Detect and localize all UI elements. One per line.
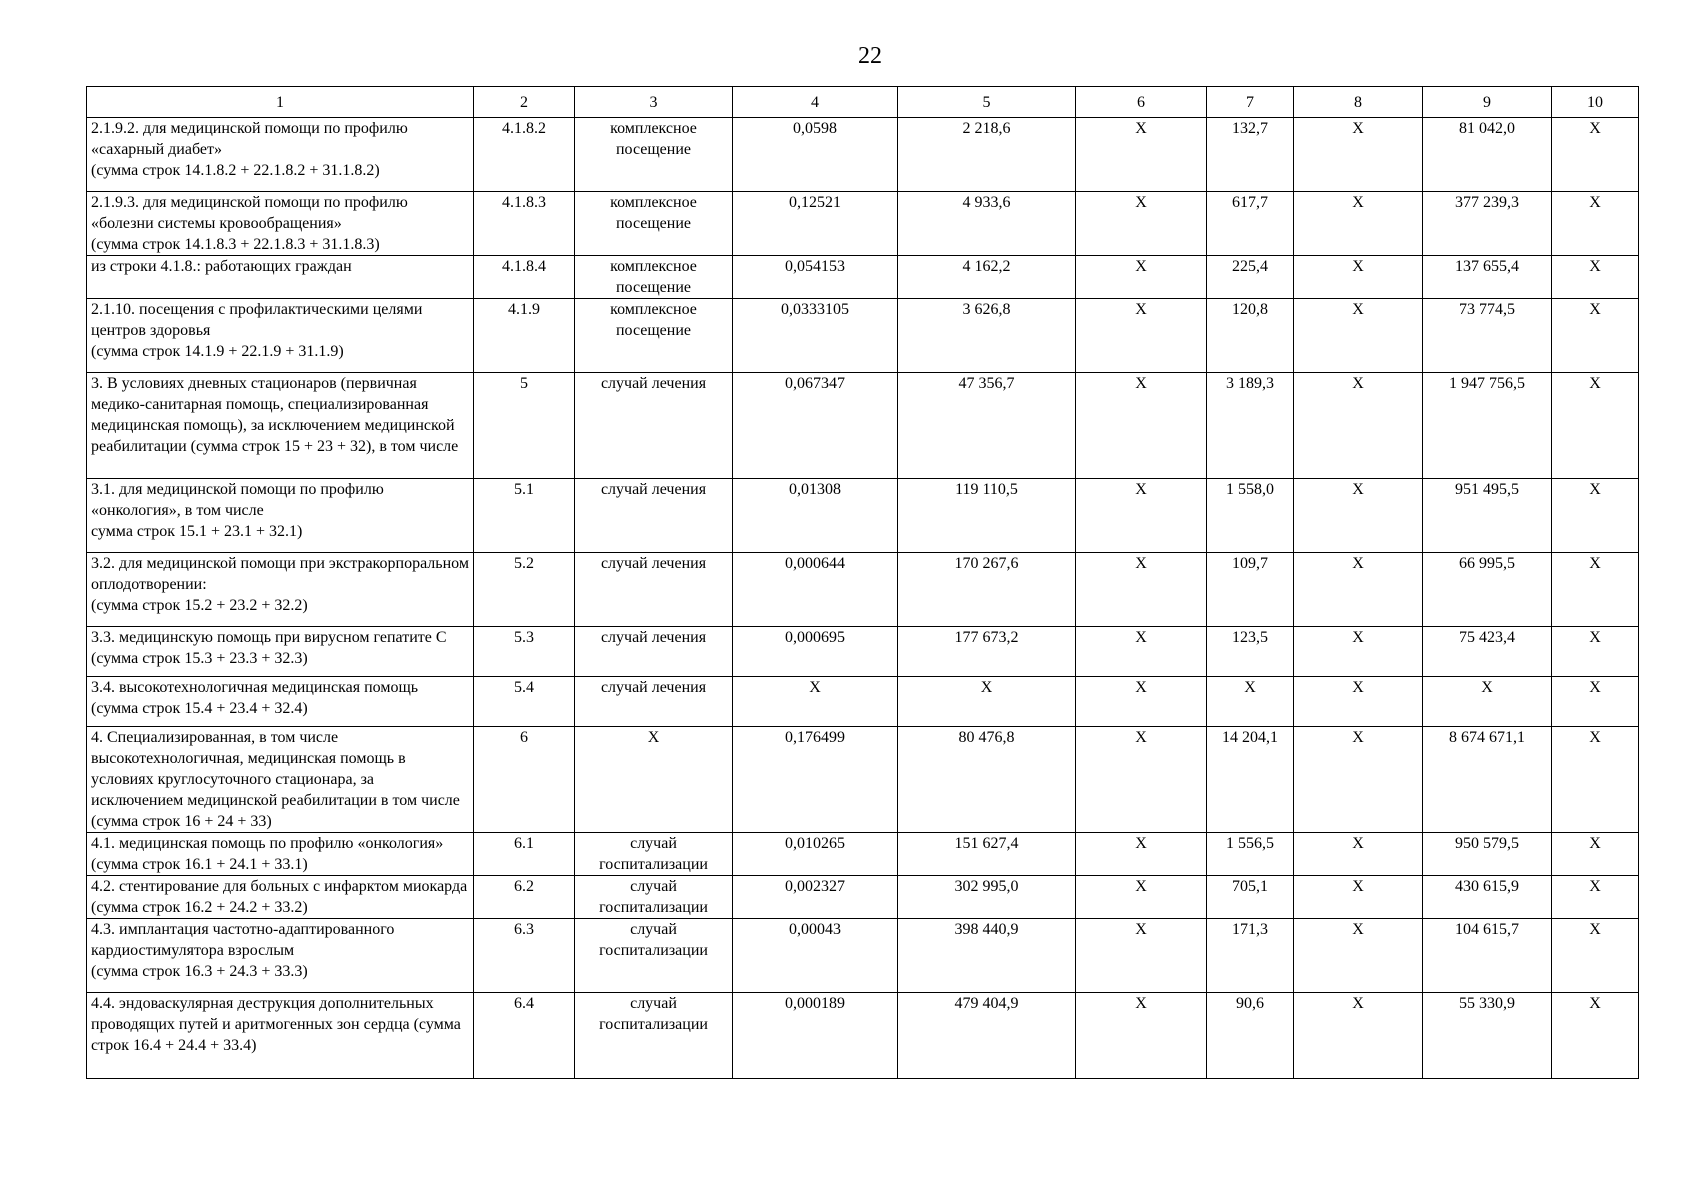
table-cell-col-8: X [1294, 118, 1423, 192]
table-cell-col-7: 14 204,1 [1207, 727, 1294, 833]
table-cell-col-10: X [1552, 553, 1639, 627]
table-row [87, 919, 1639, 993]
table-cell-col-10: X [1552, 677, 1639, 727]
table-cell-col-7: 1 556,5 [1207, 833, 1294, 876]
table-cell-col-8: X [1294, 627, 1423, 677]
table-cell-col-10: X [1552, 373, 1639, 479]
column-header-6: 6 [1076, 87, 1207, 118]
table-cell-col-3: случай лечения [575, 677, 733, 727]
table-cell-col-4: 0,0598 [733, 118, 898, 192]
table-cell-col-2: 5.2 [474, 553, 575, 627]
table-cell-col-5: X [898, 677, 1076, 727]
table-cell-col-3: случай лечения [575, 373, 733, 479]
table-cell-col-2: 6.3 [474, 919, 575, 993]
table-cell-col-4: 0,0333105 [733, 299, 898, 373]
table-cell-col-9: 75 423,4 [1423, 627, 1552, 677]
column-header-3: 3 [575, 87, 733, 118]
table-cell-col-7: 171,3 [1207, 919, 1294, 993]
table-cell-col-4: 0,067347 [733, 373, 898, 479]
table-cell-col-3: комплексное посещение [575, 299, 733, 373]
table-cell-col-2: 4.1.8.3 [474, 192, 575, 256]
table-cell-col-2: 5.1 [474, 479, 575, 553]
table-cell-col-5: 3 626,8 [898, 299, 1076, 373]
table-cell-col-1: 4.2. стентирование для больных с инфарктом миокарда (сумма строк 16.2 + 24.2 + 33.2) [87, 876, 474, 919]
table-cell-col-4: 0,000644 [733, 553, 898, 627]
table-cell-col-10: X [1552, 118, 1639, 192]
table-cell-col-5: 479 404,9 [898, 993, 1076, 1079]
table-cell-col-1: 2.1.9.2. для медицинской помощи по профилю «сахарный диабет» (сумма строк 14.1.8.2 + 22.1.8.2 + 31.1.8.2) [87, 118, 474, 192]
table-cell-col-3: комплексное посещение [575, 192, 733, 256]
table-cell-col-5: 177 673,2 [898, 627, 1076, 677]
table-cell-col-5: 4 933,6 [898, 192, 1076, 256]
table-cell-col-1: 4.1. медицинская помощь по профилю «онкология» (сумма строк 16.1 + 24.1 + 33.1) [87, 833, 474, 876]
table-cell-col-1: 3. В условиях дневных стационаров (первичная медико-санитарная помощь, специализированная медицинская помощь), за исключением медицинской реабилитации (сумма строк 15 + 23 + 32), в том числе [87, 373, 474, 479]
table-cell-col-8: X [1294, 299, 1423, 373]
table-row [87, 118, 1639, 192]
table-cell-col-1: 4.3. имплантация частотно-адаптированного кардиостимулятора взрослым (сумма строк 16.3 + 24.3 + 33.3) [87, 919, 474, 993]
column-header-10: 10 [1552, 87, 1639, 118]
table-cell-col-10: X [1552, 919, 1639, 993]
table-cell-col-7: 3 189,3 [1207, 373, 1294, 479]
table-row [87, 299, 1639, 373]
table-row [87, 553, 1639, 627]
table-cell-col-6: X [1076, 993, 1207, 1079]
table-cell-col-10: X [1552, 299, 1639, 373]
table-row [87, 627, 1639, 677]
table-cell-col-3: случай лечения [575, 553, 733, 627]
table-cell-col-2: 6.2 [474, 876, 575, 919]
column-header-4: 4 [733, 87, 898, 118]
table-cell-col-6: X [1076, 256, 1207, 299]
table-cell-col-5: 151 627,4 [898, 833, 1076, 876]
table-cell-col-5: 2 218,6 [898, 118, 1076, 192]
table-cell-col-5: 4 162,2 [898, 256, 1076, 299]
table-cell-col-7: 617,7 [1207, 192, 1294, 256]
table-cell-col-9: 66 995,5 [1423, 553, 1552, 627]
table-cell-col-3: случай госпитализации [575, 993, 733, 1079]
table-cell-col-10: X [1552, 479, 1639, 553]
header-row [87, 87, 1639, 118]
table-cell-col-5: 398 440,9 [898, 919, 1076, 993]
table-cell-col-10: X [1552, 993, 1639, 1079]
table-cell-col-2: 6.4 [474, 993, 575, 1079]
table-cell-col-4: X [733, 677, 898, 727]
table-cell-col-3: случай госпитализации [575, 876, 733, 919]
table-cell-col-3: комплексное посещение [575, 256, 733, 299]
table-cell-col-9: 430 615,9 [1423, 876, 1552, 919]
table-cell-col-5: 302 995,0 [898, 876, 1076, 919]
column-header-1: 1 [87, 87, 474, 118]
table-cell-col-7: X [1207, 677, 1294, 727]
table-cell-col-5: 170 267,6 [898, 553, 1076, 627]
table-cell-col-9: 950 579,5 [1423, 833, 1552, 876]
table-cell-col-8: X [1294, 677, 1423, 727]
table-cell-col-5: 80 476,8 [898, 727, 1076, 833]
table-cell-col-4: 0,002327 [733, 876, 898, 919]
table-cell-col-9: 55 330,9 [1423, 993, 1552, 1079]
table-cell-col-7: 90,6 [1207, 993, 1294, 1079]
table-cell-col-2: 4.1.8.2 [474, 118, 575, 192]
table-cell-col-6: X [1076, 118, 1207, 192]
table-cell-col-1: 2.1.9.3. для медицинской помощи по профилю «болезни системы кровообращения» (сумма строк 14.1.8.3 + 22.1.8.3 + 31.1.8.3) [87, 192, 474, 256]
table-cell-col-10: X [1552, 833, 1639, 876]
table-cell-col-8: X [1294, 876, 1423, 919]
table-cell-col-6: X [1076, 833, 1207, 876]
table-cell-col-9: 1 947 756,5 [1423, 373, 1552, 479]
table-cell-col-10: X [1552, 627, 1639, 677]
table-cell-col-9: 377 239,3 [1423, 192, 1552, 256]
table-cell-col-7: 120,8 [1207, 299, 1294, 373]
page-number: 22 [858, 43, 882, 69]
table-cell-col-8: X [1294, 553, 1423, 627]
table-cell-col-6: X [1076, 627, 1207, 677]
table-cell-col-9: 81 042,0 [1423, 118, 1552, 192]
table-cell-col-6: X [1076, 677, 1207, 727]
column-header-5: 5 [898, 87, 1076, 118]
table-row [87, 256, 1639, 299]
table-cell-col-6: X [1076, 919, 1207, 993]
table-cell-col-1: из строки 4.1.8.: работающих граждан [87, 256, 474, 299]
table-cell-col-7: 225,4 [1207, 256, 1294, 299]
table-body [87, 118, 1639, 1079]
table-cell-col-8: X [1294, 833, 1423, 876]
table-row [87, 192, 1639, 256]
table-cell-col-2: 4.1.9 [474, 299, 575, 373]
table-cell-col-10: X [1552, 192, 1639, 256]
table-row [87, 479, 1639, 553]
table-cell-col-9: 951 495,5 [1423, 479, 1552, 553]
table-cell-col-3: комплексное посещение [575, 118, 733, 192]
table-cell-col-9: X [1423, 677, 1552, 727]
table-cell-col-3: X [575, 727, 733, 833]
table-row [87, 993, 1639, 1079]
table-cell-col-4: 0,000695 [733, 627, 898, 677]
column-header-2: 2 [474, 87, 575, 118]
column-header-7: 7 [1207, 87, 1294, 118]
table-cell-col-1: 4.4. эндоваскулярная деструкция дополнительных проводящих путей и аритмогенных зон сердца (сумма строк 16.4 + 24.4 + 33.4) [87, 993, 474, 1079]
table-cell-col-2: 6.1 [474, 833, 575, 876]
table-row [87, 727, 1639, 833]
table-cell-col-6: X [1076, 299, 1207, 373]
table-cell-col-3: случай госпитализации [575, 833, 733, 876]
table-cell-col-4: 0,01308 [733, 479, 898, 553]
table-cell-col-8: X [1294, 192, 1423, 256]
table-cell-col-7: 705,1 [1207, 876, 1294, 919]
table-cell-col-6: X [1076, 553, 1207, 627]
table-row [87, 876, 1639, 919]
table-cell-col-9: 73 774,5 [1423, 299, 1552, 373]
column-header-8: 8 [1294, 87, 1423, 118]
table-cell-col-8: X [1294, 919, 1423, 993]
table-cell-col-10: X [1552, 256, 1639, 299]
table-cell-col-2: 4.1.8.4 [474, 256, 575, 299]
table-cell-col-3: случай лечения [575, 627, 733, 677]
table-cell-col-9: 8 674 671,1 [1423, 727, 1552, 833]
table-cell-col-9: 104 615,7 [1423, 919, 1552, 993]
data-table [86, 86, 1639, 1079]
table-cell-col-4: 0,000189 [733, 993, 898, 1079]
table-cell-col-6: X [1076, 192, 1207, 256]
table-row [87, 833, 1639, 876]
table-cell-col-1: 2.1.10. посещения с профилактическими целями центров здоровья (сумма строк 14.1.9 + 22.1.9 + 31.1.9) [87, 299, 474, 373]
table-cell-col-6: X [1076, 373, 1207, 479]
table-cell-col-1: 3.3. медицинскую помощь при вирусном гепатите С (сумма строк 15.3 + 23.3 + 32.3) [87, 627, 474, 677]
table-cell-col-8: X [1294, 993, 1423, 1079]
table-cell-col-7: 123,5 [1207, 627, 1294, 677]
table-cell-col-4: 0,176499 [733, 727, 898, 833]
table-cell-col-8: X [1294, 479, 1423, 553]
table-cell-col-8: X [1294, 256, 1423, 299]
table-cell-col-2: 6 [474, 727, 575, 833]
table-cell-col-8: X [1294, 727, 1423, 833]
table-cell-col-1: 3.4. высокотехнологичная медицинская помощь (сумма строк 15.4 + 23.4 + 32.4) [87, 677, 474, 727]
table-cell-col-1: 4. Специализированная, в том числе высокотехнологичная, медицинская помощь в условиях круглосуточного стационара, за исключением медицинской реабилитации в том числе (сумма строк 16 + 24 + 33) [87, 727, 474, 833]
table-cell-col-4: 0,010265 [733, 833, 898, 876]
table-cell-col-4: 0,054153 [733, 256, 898, 299]
table-cell-col-9: 137 655,4 [1423, 256, 1552, 299]
column-header-9: 9 [1423, 87, 1552, 118]
table-cell-col-4: 0,00043 [733, 919, 898, 993]
table-cell-col-6: X [1076, 479, 1207, 553]
table-cell-col-1: 3.2. для медицинской помощи при экстракорпоральном оплодотворении: (сумма строк 15.2 + 23.2 + 32.2) [87, 553, 474, 627]
table-cell-col-7: 1 558,0 [1207, 479, 1294, 553]
table-row [87, 677, 1639, 727]
table-cell-col-3: случай госпитализации [575, 919, 733, 993]
table-cell-col-6: X [1076, 876, 1207, 919]
table-row [87, 373, 1639, 479]
table-cell-col-4: 0,12521 [733, 192, 898, 256]
table-cell-col-5: 119 110,5 [898, 479, 1076, 553]
table-cell-col-10: X [1552, 876, 1639, 919]
table-cell-col-3: случай лечения [575, 479, 733, 553]
table-cell-col-7: 109,7 [1207, 553, 1294, 627]
table-cell-col-7: 132,7 [1207, 118, 1294, 192]
table-cell-col-2: 5 [474, 373, 575, 479]
table-cell-col-10: X [1552, 727, 1639, 833]
table-cell-col-6: X [1076, 727, 1207, 833]
table-cell-col-2: 5.4 [474, 677, 575, 727]
table-cell-col-8: X [1294, 373, 1423, 479]
table-cell-col-2: 5.3 [474, 627, 575, 677]
table-cell-col-5: 47 356,7 [898, 373, 1076, 479]
table-cell-col-1: 3.1. для медицинской помощи по профилю «онкология», в том числе сумма строк 15.1 + 23.1 + 32.1) [87, 479, 474, 553]
